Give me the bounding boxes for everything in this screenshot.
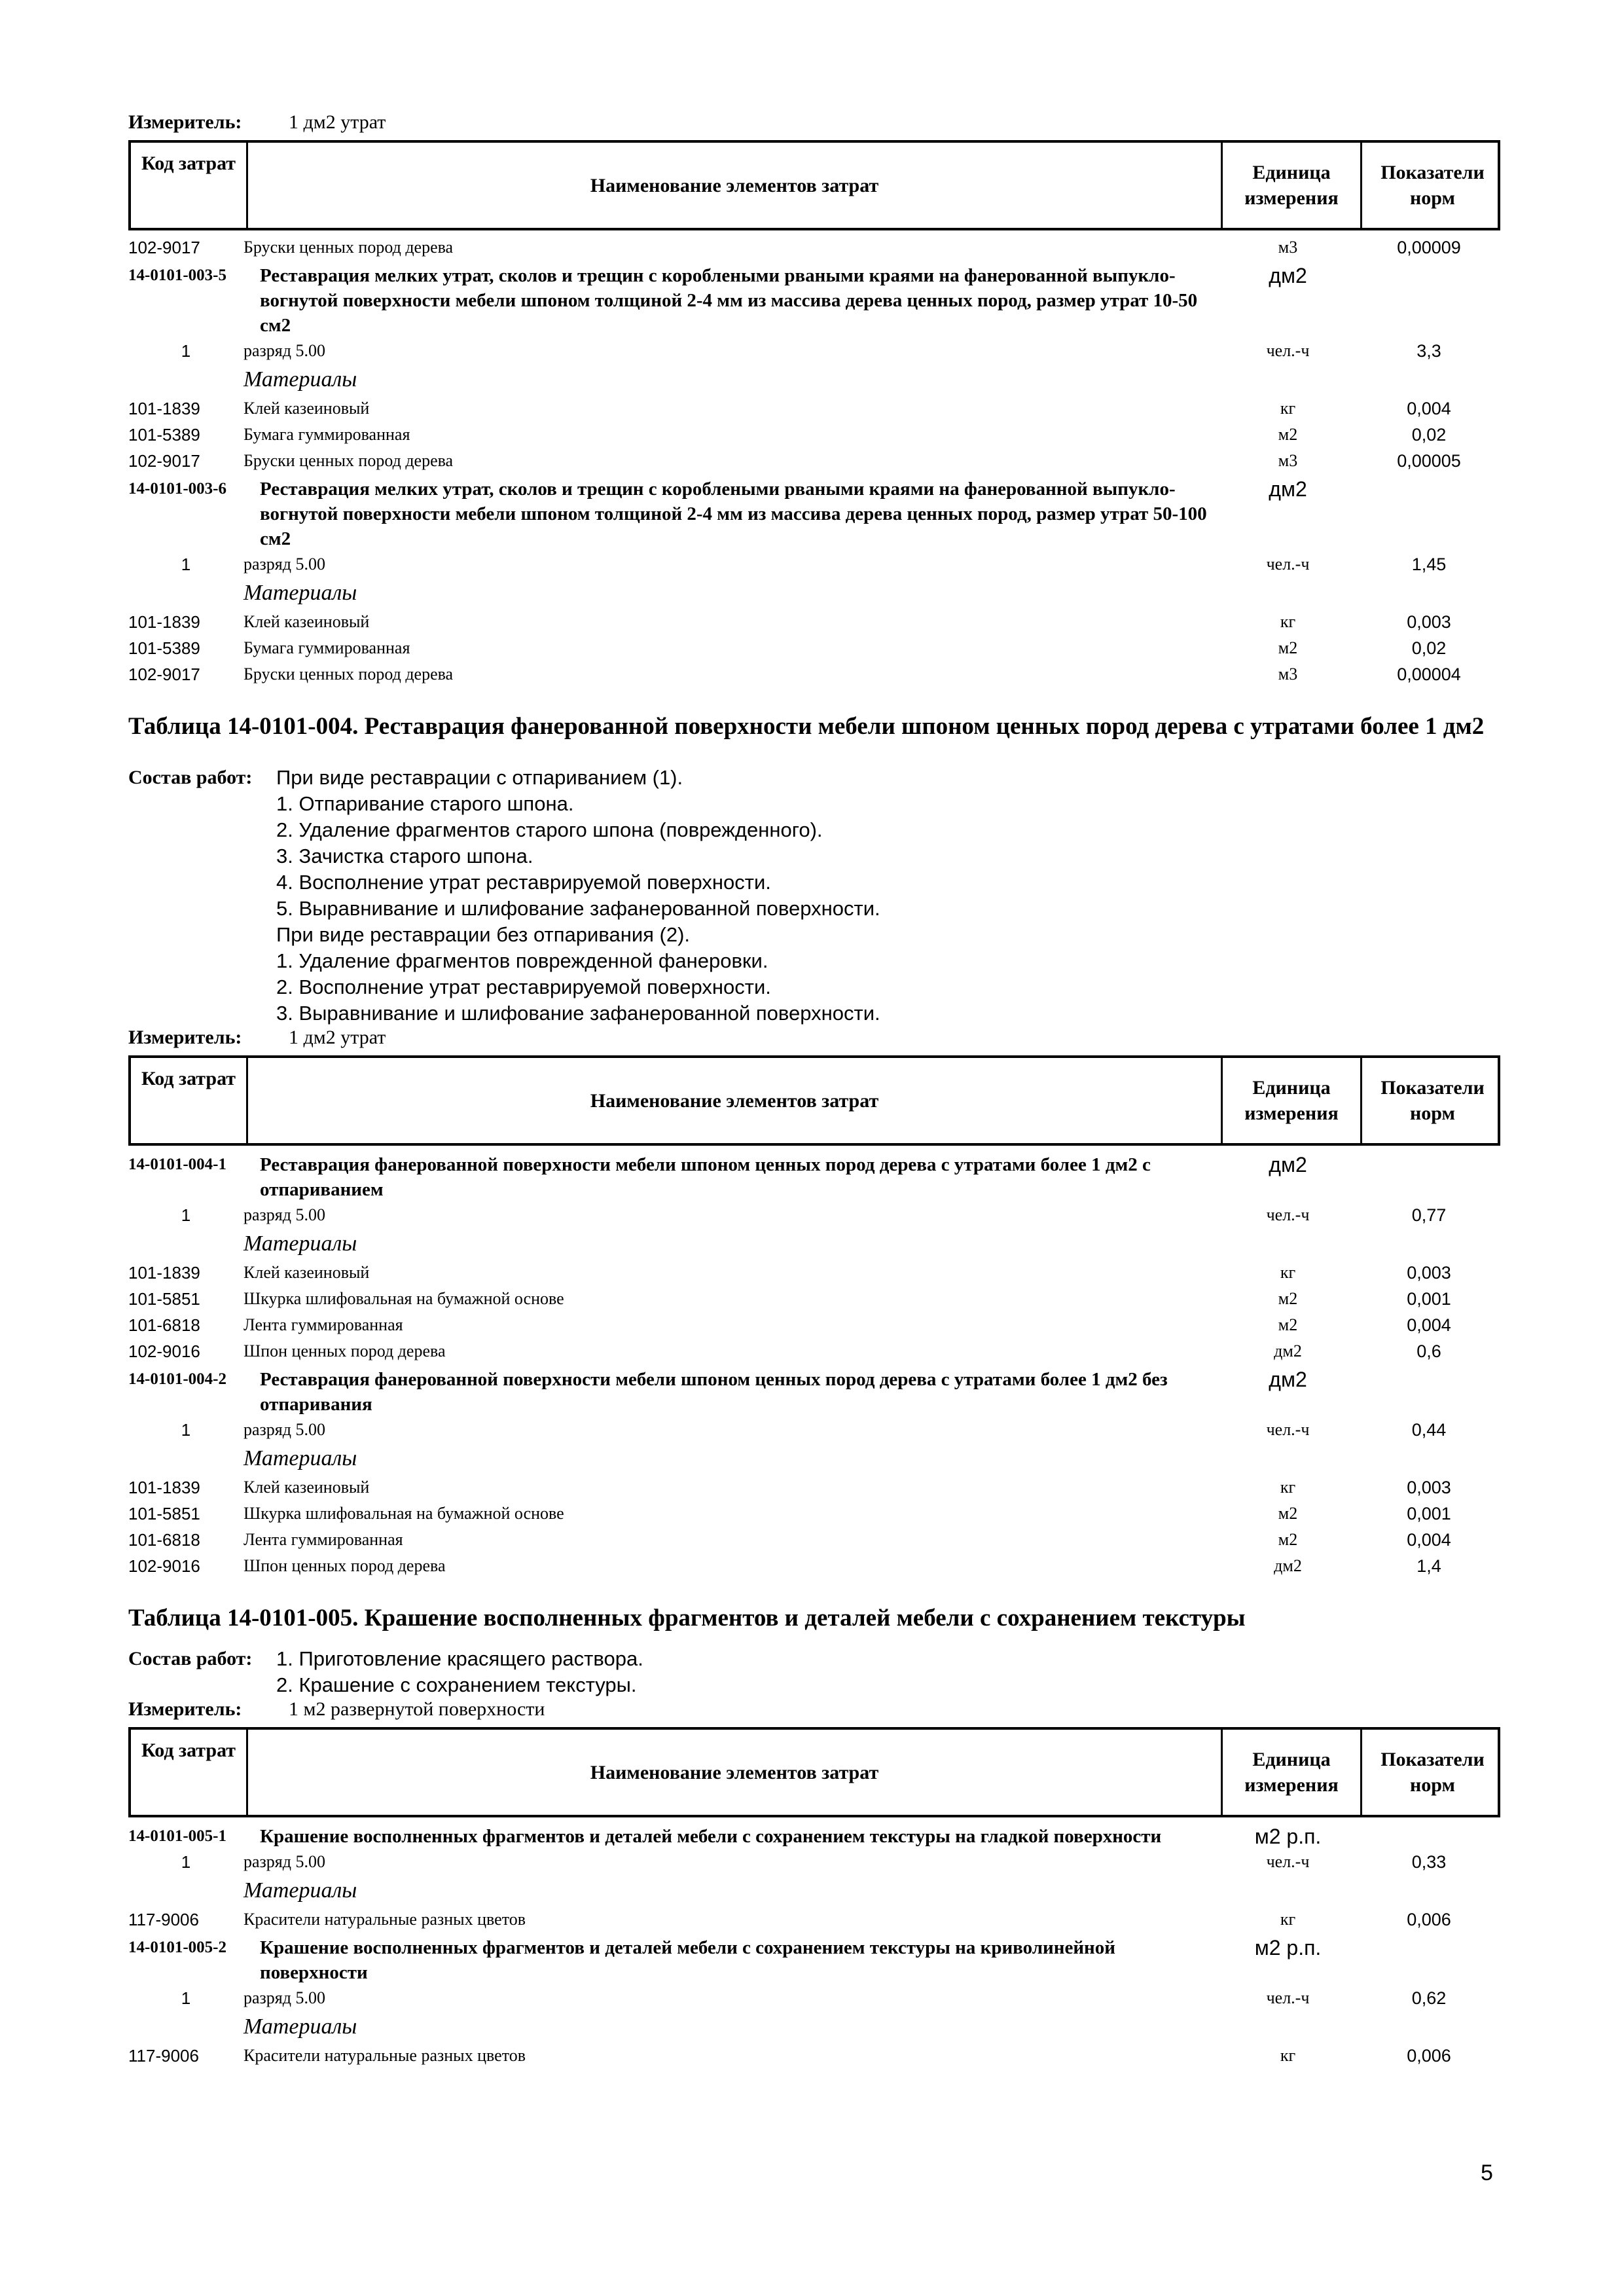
materials-subheader <box>128 1228 1500 1260</box>
cost-unit: м3 <box>1278 238 1298 257</box>
cost-norm: 0,001 <box>1407 1289 1451 1309</box>
table-row-work <box>128 1152 1500 1202</box>
cost-code: 101-1839 <box>128 612 200 632</box>
cost-unit: кг <box>1280 2046 1296 2065</box>
cost-norm: 0,44 <box>1411 1420 1447 1440</box>
work-composition <box>128 1646 1500 1698</box>
work-unit: дм2 <box>1269 1368 1307 1391</box>
cost-norm: 0,003 <box>1407 612 1451 632</box>
work-unit: дм2 <box>1269 1153 1307 1176</box>
table-row <box>128 1286 1500 1312</box>
cost-name: разряд 5.00 <box>244 1205 325 1224</box>
work-code: 14-0101-003-5 <box>128 266 226 284</box>
meter-line <box>128 1027 1500 1055</box>
table-row <box>128 609 1500 635</box>
cost-norm: 1,45 <box>1411 555 1447 574</box>
cost-unit: м2 <box>1278 425 1298 444</box>
table-title: Таблица 14-0101-005. Крашение восполненных фрагментов и деталей мебели с сохранением текстуры <box>128 1605 1246 1631</box>
table-row <box>128 234 1500 261</box>
cost-name: разряд 5.00 <box>244 341 325 360</box>
table-row <box>128 1849 1500 1875</box>
cost-norm: 0,00009 <box>1397 238 1461 257</box>
cost-norm: 0,33 <box>1411 1852 1447 1872</box>
work-name: Реставрация фанерованной поверхности мебели шпоном ценных пород дерева с утратами более 1 дм2 без отпаривания <box>260 1369 1168 1415</box>
sostav-item: 1. Удаление фрагментов поврежденной фанеровки. <box>276 949 768 972</box>
table-row <box>128 395 1500 422</box>
cost-name: Красители натуральные разных цветов <box>244 1910 526 1929</box>
table-row <box>128 635 1500 661</box>
col-norm-header: Показатели норм <box>1360 1730 1503 1815</box>
table-row <box>128 1985 1500 2011</box>
cost-norm: 0,004 <box>1407 1315 1451 1335</box>
table-row <box>128 1260 1500 1286</box>
work-name: Реставрация фанерованной поверхности мебели шпоном ценных пород дерева с утратами более 1 дм2 с отпариванием <box>260 1154 1151 1200</box>
table-row <box>128 1906 1500 1933</box>
materials-subheader <box>128 1875 1500 1906</box>
cost-name: Бруски ценных пород дерева <box>244 665 454 683</box>
work-code: 14-0101-004-2 <box>128 1370 226 1388</box>
sostav-label: Состав работ: <box>128 1648 253 1669</box>
cost-name: Клей казеиновый <box>244 1263 370 1282</box>
cost-code: 101-5851 <box>128 1504 200 1523</box>
cost-norm: 3,3 <box>1416 341 1441 361</box>
cost-code: 101-1839 <box>128 1263 200 1283</box>
cost-code: 117-9006 <box>128 2046 199 2066</box>
table-row <box>128 1527 1500 1553</box>
materials-subheader <box>128 577 1500 609</box>
cost-unit: чел.-ч <box>1266 1852 1310 1871</box>
table-row <box>128 338 1500 364</box>
sostav-label: Состав работ: <box>128 767 253 788</box>
cost-code: 117-9006 <box>128 1910 199 1929</box>
table-row <box>128 2043 1500 2069</box>
cost-code: 1 <box>181 555 191 574</box>
cost-code: 1 <box>181 341 191 361</box>
cost-name: разряд 5.00 <box>244 555 325 574</box>
table-header <box>128 140 1500 230</box>
work-name: Крашение восполненных фрагментов и деталей мебели с сохранением текстуры на гладкой поверхности <box>260 1826 1162 1847</box>
table-row <box>128 661 1500 687</box>
work-code: 14-0101-005-2 <box>128 1939 226 1956</box>
meter-value: 1 дм2 утрат <box>289 1027 386 1048</box>
table-header <box>128 1055 1500 1146</box>
work-code: 14-0101-003-6 <box>128 480 226 498</box>
work-unit: м2 р.п. <box>1254 1825 1322 1848</box>
cost-name: Бруски ценных пород дерева <box>244 451 454 470</box>
table-row <box>128 1417 1500 1443</box>
table-row-work <box>128 477 1500 551</box>
col-unit-header: Единица измерения <box>1221 143 1360 228</box>
sostav-item: 1. Отпаривание старого шпона. <box>276 792 574 815</box>
cost-unit: м3 <box>1278 665 1298 683</box>
cost-norm: 0,6 <box>1416 1341 1441 1361</box>
sostav-list <box>276 765 880 1027</box>
cost-unit: кг <box>1280 399 1296 418</box>
table-row <box>128 1338 1500 1364</box>
cost-code: 101-5389 <box>128 425 200 445</box>
cost-name: Шпон ценных пород дерева <box>244 1556 446 1575</box>
col-code-header: Код затрат <box>141 153 236 174</box>
cost-unit: кг <box>1280 1910 1296 1929</box>
meter-value: 1 м2 развернутой поверхности <box>289 1698 545 1720</box>
cost-name: Шкурка шлифовальная на бумажной основе <box>244 1289 564 1308</box>
cost-unit: м3 <box>1278 451 1298 470</box>
work-unit: м2 р.п. <box>1254 1936 1322 1959</box>
cost-unit: чел.-ч <box>1266 555 1310 574</box>
cost-unit: дм2 <box>1274 1341 1302 1360</box>
cost-code: 101-6818 <box>128 1315 200 1335</box>
cost-name: Клей казеиновый <box>244 399 370 418</box>
work-name: Реставрация мелких утрат, сколов и трещин с короблеными рваными краями на фанерованной выпукло-вогнутой поверхности мебели шпоном толщиной 2-4 мм из массива дерева ценных пород, размер утрат 50-100 см2 <box>260 479 1207 549</box>
table-row-work <box>128 1935 1500 1985</box>
cost-code: 102-9016 <box>128 1556 200 1576</box>
cost-name: Бумага гуммированная <box>244 425 410 444</box>
table-row <box>128 551 1500 577</box>
col-norm-header: Показатели норм <box>1360 143 1503 228</box>
cost-code: 101-6818 <box>128 1530 200 1550</box>
meter-label: Измеритель: <box>128 1698 242 1720</box>
col-norm-header: Показатели норм <box>1360 1058 1503 1143</box>
table-row <box>128 1202 1500 1228</box>
cost-code: 1 <box>181 1420 191 1440</box>
materials-label: Материалы <box>244 1231 357 1256</box>
materials-subheader <box>128 1443 1500 1474</box>
sostav-item: 2. Удаление фрагментов старого шпона (поврежденного). <box>276 818 823 841</box>
sostav-item: 3. Выравнивание и шлифование зафанерованной поверхности. <box>276 1002 880 1025</box>
col-code-header: Код затрат <box>141 1740 236 1761</box>
col-name-header: Наименование элементов затрат <box>246 143 1221 228</box>
work-composition <box>128 765 1500 1027</box>
meter-label: Измеритель: <box>128 111 242 133</box>
materials-subheader <box>128 2011 1500 2043</box>
table-row <box>128 448 1500 474</box>
cost-norm: 0,003 <box>1407 1478 1451 1497</box>
meter-line <box>128 111 1500 140</box>
cost-code: 102-9017 <box>128 451 200 471</box>
cost-norm: 0,003 <box>1407 1263 1451 1283</box>
work-code: 14-0101-005-1 <box>128 1827 226 1845</box>
meter-line <box>128 1698 1500 1727</box>
materials-label: Материалы <box>244 581 357 605</box>
cost-unit: чел.-ч <box>1266 1205 1310 1224</box>
cost-norm: 0,02 <box>1411 425 1447 445</box>
cost-code: 1 <box>181 1988 191 2008</box>
work-unit: дм2 <box>1269 477 1307 501</box>
col-code-header: Код затрат <box>141 1068 236 1089</box>
cost-name: Бруски ценных пород дерева <box>244 238 454 257</box>
cost-norm: 0,62 <box>1411 1988 1447 2008</box>
cost-code: 102-9017 <box>128 238 200 257</box>
sostav-item: 4. Восполнение утрат реставрируемой поверхности. <box>276 871 771 894</box>
table-row <box>128 422 1500 448</box>
table-row <box>128 1312 1500 1338</box>
cost-name: Лента гуммированная <box>244 1315 403 1334</box>
cost-unit: м2 <box>1278 1504 1298 1523</box>
cost-name: Красители натуральные разных цветов <box>244 2046 526 2065</box>
cost-name: Бумага гуммированная <box>244 638 410 657</box>
sostav-item: 1. Приготовление красящего раствора. <box>276 1647 643 1670</box>
cost-norm: 0,006 <box>1407 1910 1451 1929</box>
table-row-work <box>128 263 1500 338</box>
table-row <box>128 1474 1500 1501</box>
cost-code: 101-5389 <box>128 638 200 658</box>
col-name-header: Наименование элементов затрат <box>246 1058 1221 1143</box>
table-row <box>128 1553 1500 1579</box>
cost-norm: 0,00004 <box>1397 665 1461 684</box>
sostav-item: 2. Крашение с сохранением текстуры. <box>276 1673 637 1696</box>
sostav-item: При виде реставрации с отпариванием (1). <box>276 766 683 789</box>
cost-name: разряд 5.00 <box>244 1988 325 2007</box>
cost-norm: 0,00005 <box>1397 451 1461 471</box>
cost-norm: 1,4 <box>1416 1556 1441 1576</box>
cost-unit: кг <box>1280 1478 1296 1497</box>
cost-unit: чел.-ч <box>1266 341 1310 360</box>
work-unit: дм2 <box>1269 264 1307 287</box>
materials-subheader <box>128 364 1500 395</box>
cost-norm: 0,02 <box>1411 638 1447 658</box>
cost-code: 101-1839 <box>128 1478 200 1497</box>
sostav-item: 5. Выравнивание и шлифование зафанерованной поверхности. <box>276 897 880 920</box>
meter-label: Измеритель: <box>128 1027 242 1048</box>
cost-name: Клей казеиновый <box>244 612 370 631</box>
col-unit-header: Единица измерения <box>1221 1730 1360 1815</box>
table-row <box>128 1501 1500 1527</box>
work-code: 14-0101-004-1 <box>128 1156 226 1173</box>
materials-label: Материалы <box>244 1878 357 1903</box>
work-name: Реставрация мелких утрат, сколов и трещин с короблеными рваными краями на фанерованной выпукло-вогнутой поверхности мебели шпоном толщиной 2-4 мм из массива дерева ценных пород, размер утрат 10-50 см2 <box>260 265 1198 336</box>
cost-unit: чел.-ч <box>1266 1420 1310 1439</box>
cost-norm: 0,001 <box>1407 1504 1451 1523</box>
cost-unit: м2 <box>1278 1530 1298 1549</box>
cost-code: 1 <box>181 1852 191 1872</box>
cost-unit: чел.-ч <box>1266 1988 1310 2007</box>
cost-code: 102-9017 <box>128 665 200 684</box>
cost-unit: дм2 <box>1274 1556 1302 1575</box>
table-row-work <box>128 1824 1500 1849</box>
cost-name: Шпон ценных пород дерева <box>244 1341 446 1360</box>
cost-unit: м2 <box>1278 638 1298 657</box>
sostav-item: 2. Восполнение утрат реставрируемой поверхности. <box>276 975 771 998</box>
cost-code: 1 <box>181 1205 191 1225</box>
cost-unit: м2 <box>1278 1289 1298 1308</box>
cost-name: Шкурка шлифовальная на бумажной основе <box>244 1504 564 1523</box>
table-title: Таблица 14-0101-004. Реставрация фанерованной поверхности мебели шпоном ценных пород дерева с утратами более 1 дм2 <box>128 713 1485 740</box>
cost-norm: 0,006 <box>1407 2046 1451 2066</box>
cost-unit: кг <box>1280 612 1296 631</box>
cost-unit: кг <box>1280 1263 1296 1282</box>
col-name-header: Наименование элементов затрат <box>246 1730 1221 1815</box>
work-name: Крашение восполненных фрагментов и деталей мебели с сохранением текстуры на криволинейной поверхности <box>260 1937 1115 1983</box>
sostav-item: 3. Зачистка старого шпона. <box>276 845 533 867</box>
cost-name: разряд 5.00 <box>244 1420 325 1439</box>
col-unit-header: Единица измерения <box>1221 1058 1360 1143</box>
table-header <box>128 1727 1500 1817</box>
cost-norm: 0,004 <box>1407 399 1451 418</box>
cost-name: Лента гуммированная <box>244 1530 403 1549</box>
table-row-work <box>128 1367 1500 1417</box>
meter-value: 1 дм2 утрат <box>289 111 386 133</box>
cost-name: разряд 5.00 <box>244 1852 325 1871</box>
sostav-item: При виде реставрации без отпаривания (2). <box>276 923 691 946</box>
sostav-list <box>276 1646 643 1698</box>
cost-unit: м2 <box>1278 1315 1298 1334</box>
cost-norm: 0,77 <box>1411 1205 1447 1225</box>
cost-code: 101-5851 <box>128 1289 200 1309</box>
cost-code: 102-9016 <box>128 1341 200 1361</box>
cost-name: Клей казеиновый <box>244 1478 370 1497</box>
materials-label: Материалы <box>244 1446 357 1470</box>
materials-label: Материалы <box>244 2014 357 2039</box>
materials-label: Материалы <box>244 367 357 392</box>
cost-code: 101-1839 <box>128 399 200 418</box>
document-page <box>128 111 1500 2069</box>
page-number: 5 <box>1481 2160 1493 2185</box>
cost-norm: 0,004 <box>1407 1530 1451 1550</box>
